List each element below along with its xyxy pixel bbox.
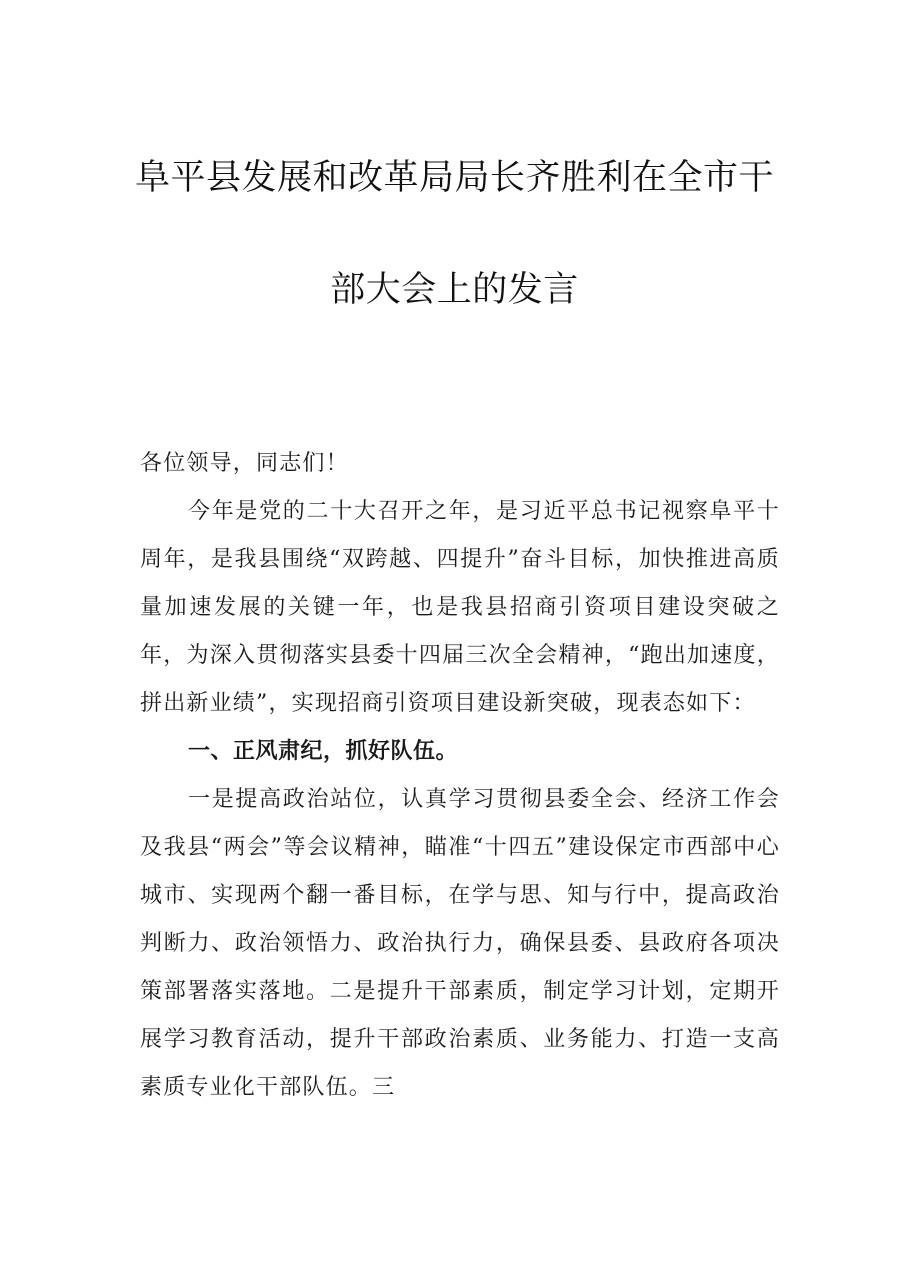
document-title-line-1: 阜平县发展和改革局局长齐胜利在全市干 — [134, 158, 774, 198]
document-title-line-2: 部大会上的发言 — [330, 270, 579, 310]
paragraph-section-1: 一是提高政治站位，认真学习贯彻县委全会、经济工作会及我县“两会”等会议精神，瞄准“十四五”建设保定市西部中心城市、实现两个翻一番目标，在学与思、知与行中，提高政治判断力、政治领悟力、政治执行力，确保县委、县政府各项决策部署落实落地。二是提升干部素质，制定学习计划，定期开展学习教育活动，提升干部政治素质、业务能力、打造一支高素质专业化干部队伍。三 — [140, 787, 780, 1100]
document-body — [140, 440, 780, 1112]
salutation: 各位领导，同志们！ — [140, 451, 349, 476]
section-heading-1: 一、正风肃纪，抓好队伍。 — [188, 739, 459, 764]
paragraph-intro: 今年是党的二十大召开之年，是习近平总书记视察阜平十周年，是我县围绕“双跨越、四提升”奋斗目标，加快推进高质量加速发展的关键一年，也是我县招商引资项目建设突破之年，为深入贯彻落实县委十四届三次全会精神，“跑出加速度，拼出新业绩”，实现招商引资项目建设新突破，现表态如下： — [140, 499, 780, 716]
